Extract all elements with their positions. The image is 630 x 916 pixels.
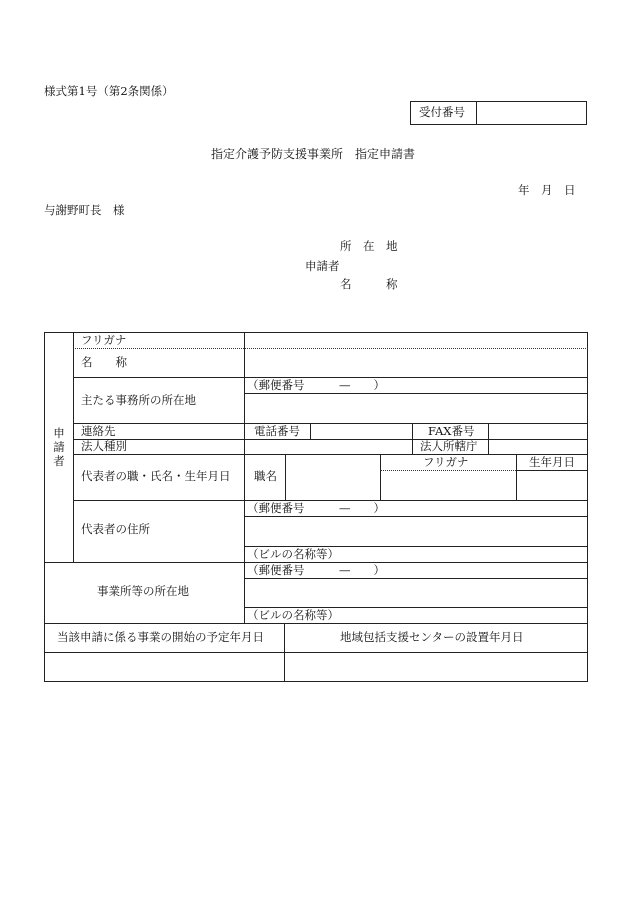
corp-authority-input[interactable] xyxy=(490,440,586,453)
receipt-number-field[interactable] xyxy=(482,107,582,121)
contact-label: 連絡先 xyxy=(81,424,116,438)
row-line-corp xyxy=(73,454,588,455)
position-label: 職名 xyxy=(254,469,277,483)
postal-line-rep xyxy=(244,516,588,517)
rep-address-label: 代表者の住所 xyxy=(81,522,150,536)
form-number: 様式第1号（第2条関係） xyxy=(44,84,174,98)
rep-furigana-label: フリガナ xyxy=(423,455,469,469)
position-divider xyxy=(285,454,286,500)
receipt-divider xyxy=(476,101,477,125)
fax-input[interactable] xyxy=(490,424,586,438)
furigana-input[interactable] xyxy=(246,334,586,347)
page-title: 指定介護予防支援事業所 指定申請書 xyxy=(211,147,416,161)
office-location-label: 事業所等の所在地 xyxy=(97,584,189,598)
addressee: 与謝野町長 様 xyxy=(44,203,125,217)
phone-label: 電話番号 xyxy=(254,424,300,438)
building-rep: （ビルの名称等） xyxy=(247,547,339,561)
main-office-address-label: 主たる事務所の所在地 xyxy=(81,393,196,407)
start-date-label: 当該申請に係る事業の開始の予定年月日 xyxy=(57,630,264,644)
rep-name-input[interactable] xyxy=(382,472,514,499)
fax-box-right xyxy=(488,423,489,439)
name-label: 名 称 xyxy=(81,355,127,369)
representative-label: 代表者の職・氏名・生年月日 xyxy=(81,469,231,483)
applicant-address-label: 所 在 地 xyxy=(340,239,398,253)
start-date-input[interactable] xyxy=(46,654,282,681)
name-input[interactable] xyxy=(246,350,586,376)
applicant-vertical-1: 申 xyxy=(53,426,65,440)
label-value-divider xyxy=(244,332,245,623)
receipt-number-label: 受付番号 xyxy=(419,105,465,119)
birthdate-header-line xyxy=(516,470,588,471)
center-date-label: 地域包括支援センターの設置年月日 xyxy=(340,630,524,644)
row-line-date-header xyxy=(44,652,588,653)
birth-date-label: 生年月日 xyxy=(529,455,575,469)
birthdate-divider xyxy=(516,454,517,500)
row-line-office xyxy=(44,623,588,624)
birth-date-input[interactable] xyxy=(518,472,586,499)
applicant-label: 申請者 xyxy=(305,259,340,273)
postal-code-rep: （郵便番号 — ） xyxy=(247,501,385,515)
phone-box-right xyxy=(310,423,311,439)
corp-authority-right xyxy=(488,439,489,454)
rep-address-input[interactable] xyxy=(246,518,586,545)
applicant-vertical-2: 請 xyxy=(53,440,65,454)
postal-line-main xyxy=(244,393,588,394)
position-input[interactable] xyxy=(287,456,378,499)
fax-box-left xyxy=(412,423,413,439)
rep-furigana-dotted-line xyxy=(380,470,516,471)
postal-line-office xyxy=(244,578,588,579)
furigana-dotted-line xyxy=(73,348,588,349)
applicant-name-label: 名 称 xyxy=(340,277,398,291)
building-office: （ビルの名称等） xyxy=(247,608,339,622)
date-line: 年 月 日 xyxy=(518,183,576,197)
corp-type-input[interactable] xyxy=(246,440,410,453)
applicant-column-divider xyxy=(73,332,74,562)
main-address-input[interactable] xyxy=(246,395,586,422)
corp-authority-left xyxy=(412,439,413,454)
applicant-vertical-3: 者 xyxy=(53,454,65,468)
phone-input[interactable] xyxy=(312,424,410,438)
postal-code-main: （郵便番号 — ） xyxy=(247,378,385,392)
furigana-label: フリガナ xyxy=(81,333,127,347)
postal-code-office: （郵便番号 — ） xyxy=(247,563,385,577)
fax-label: FAX番号 xyxy=(428,424,475,438)
corp-type-label: 法人種別 xyxy=(81,439,127,453)
center-date-input[interactable] xyxy=(286,654,586,681)
rep-name-divider xyxy=(380,454,381,500)
office-address-input[interactable] xyxy=(246,580,586,606)
corp-authority-label: 法人所轄庁 xyxy=(420,439,478,453)
